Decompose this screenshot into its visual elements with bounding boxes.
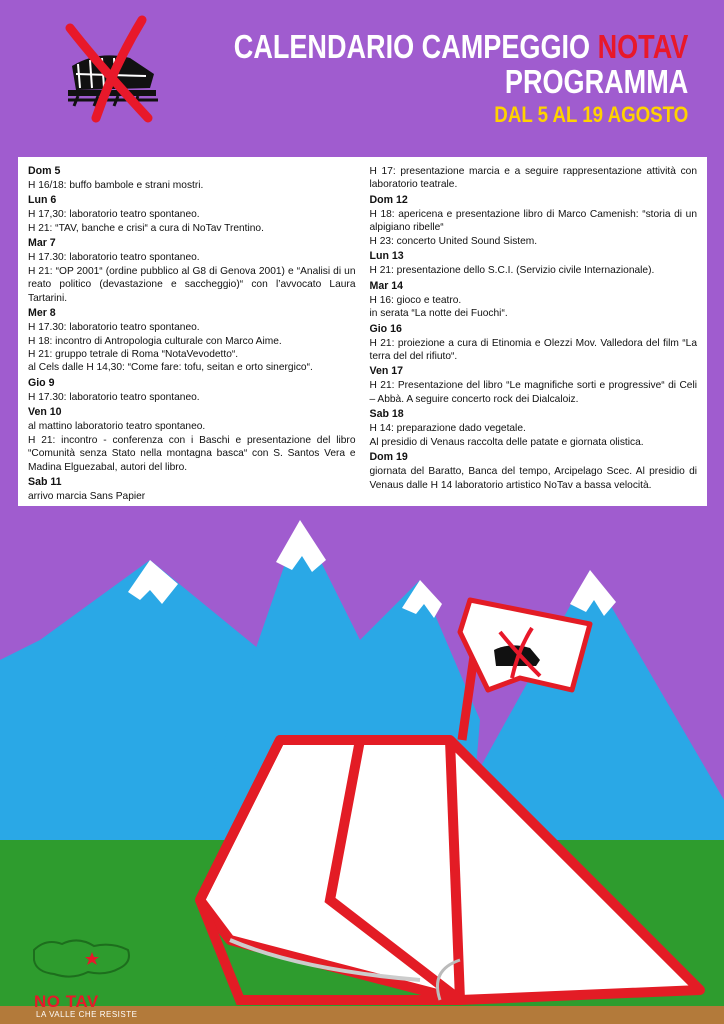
program-day	[370, 408, 698, 449]
day-name: Gio 16	[369, 322, 402, 335]
event-line: in serata “La notte dei Fuochi“.	[369, 308, 508, 320]
program-day	[28, 165, 356, 192]
day-name: Dom 12	[369, 193, 408, 206]
program-day	[370, 451, 698, 492]
event-line: al mattino laboratorio teatro spontaneo.	[28, 421, 206, 433]
poster-title	[134, 30, 688, 126]
program-day	[28, 307, 356, 375]
program-day	[28, 377, 356, 404]
footer-logo-text: NO TAV	[34, 992, 99, 1011]
event-line: H 21: “OP 2001“ (ordine pubblico al G8 di Genova 2001) e “Analisi di un reato politico (devastazione e saccheggio)“ con l’avvocato Laura Tartarini.	[28, 265, 356, 304]
footer-slogan: LA VALLE CHE RESISTE	[36, 1010, 138, 1019]
day-name: Mar 7	[28, 237, 56, 250]
event-line: arrivo marcia Sans Papier	[28, 491, 146, 503]
day-name: Dom 5	[28, 165, 61, 177]
event-line: H 21: incontro - conferenza con i Baschi e presentazione del libro “Comunità senza Stato nella montagna basca“ con S. Santos Vera e Madina Elguezabal, autori del libro.	[28, 434, 356, 473]
day-name: Lun 6	[28, 194, 57, 207]
title-main-text: CALENDARIO CAMPEGGIO	[233, 28, 598, 65]
program-day	[370, 365, 698, 406]
event-line: H 16/18: buffo bambole e strani mostri.	[28, 179, 204, 191]
event-line: H 14: preparazione dado vegetale.	[369, 423, 526, 435]
program-column-left	[28, 165, 356, 503]
event-line: H 17.30: laboratorio teatro spontaneo.	[28, 252, 200, 264]
event-line: H 21: gruppo tetrale di Roma “NotaVevodetto“.	[28, 348, 239, 360]
event-line: H 23: concerto United Sound Sistem.	[369, 235, 538, 247]
day-name: Ven 10	[28, 406, 62, 419]
program-day	[370, 165, 698, 192]
title-line-2: PROGRAMMA	[504, 62, 688, 100]
title-accent-text: NOTAV	[597, 28, 688, 65]
event-line: Al presidio di Venaus raccolta delle patate e giornata olistica.	[369, 436, 644, 448]
program-day	[28, 406, 356, 474]
event-line: al Cels dalle H 14,30: “Come fare: tofu, seitan e orto sinergico“.	[28, 362, 313, 374]
event-line: H 21: Presentazione del libro “Le magnifiche sorti e progressive“ di Celi – Abbà. A seguire concerto rock dei Dialcaloiz.	[369, 380, 697, 405]
event-line: giornata del Baratto, Banca del tempo, Arcipelago Scec. Al presidio di Venaus dalle H 14 laboratorio artistico NoTav a bassa velocità.	[369, 466, 697, 491]
day-name: Dom 19	[369, 451, 408, 464]
day-name: Gio 9	[28, 376, 55, 389]
event-line: H 17: presentazione marcia e a seguire rappresentazione attività con laboratorio teatrale.	[369, 166, 697, 191]
event-line: H 17.30: laboratorio teatro spontaneo.	[28, 322, 200, 334]
event-line: H 16: gioco e teatro.	[369, 294, 462, 306]
event-line: H 21: presentazione dello S.C.I. (Servizio civile Internazionale).	[369, 265, 655, 277]
title-line-1	[233, 30, 688, 65]
program-box	[18, 157, 707, 506]
day-name: Sab 11	[28, 476, 62, 489]
date-range: DAL 5 AL 19 AGOSTO	[494, 102, 688, 128]
program-day	[28, 194, 356, 235]
program-day	[370, 323, 698, 364]
event-line: H 18: incontro di Antropologia culturale con Marco Aime.	[28, 335, 282, 347]
day-name: Lun 13	[369, 250, 404, 263]
event-line: H 21: proiezione a cura di Etinomia e Olezzi Mov. Valledora del film “La terra del del rifiuto“.	[369, 337, 697, 362]
event-line: H 17.30: laboratorio teatro spontaneo.	[28, 391, 200, 403]
program-column-right	[370, 165, 698, 500]
day-name: Mar 14	[369, 279, 404, 292]
program-day	[370, 250, 698, 277]
day-name: Mer 8	[28, 307, 56, 320]
day-name: Sab 18	[369, 408, 404, 421]
program-day	[28, 237, 356, 305]
program-day	[370, 194, 698, 248]
program-day	[370, 280, 698, 321]
event-line: H 21: “TAV, banche e crisi“ a cura di NoTav Trentino.	[28, 222, 264, 234]
event-line: H 18: apericena e presentazione libro di Marco Camenish: “storia di un alpigiano ribelle“	[369, 208, 697, 234]
day-name: Ven 17	[369, 365, 404, 378]
event-line: H 17,30: laboratorio teatro spontaneo.	[28, 209, 200, 221]
